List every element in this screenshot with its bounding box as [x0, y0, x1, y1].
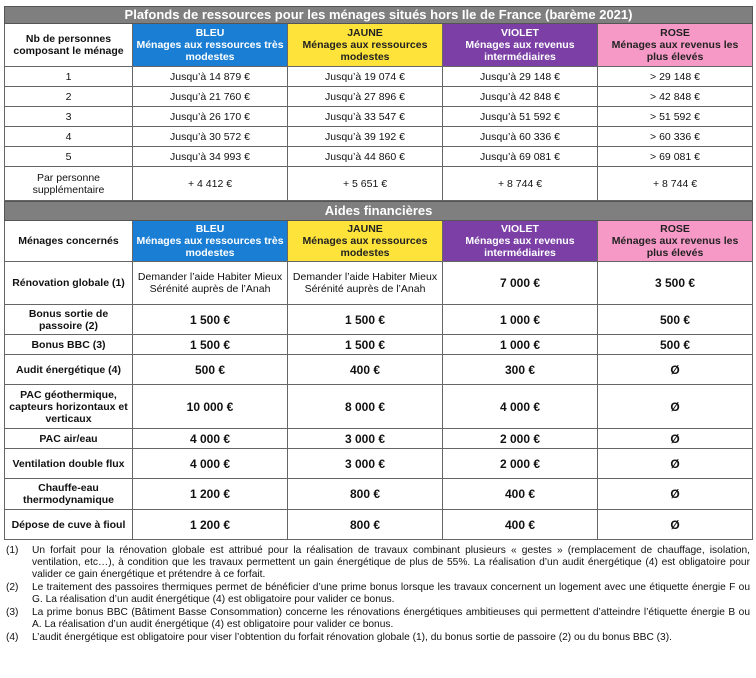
- ceiling-violet: Jusqu’à 60 336 €: [443, 127, 598, 147]
- footnote: [6, 545, 750, 581]
- ceiling-violet: + 8 744 €: [443, 167, 598, 201]
- footnote-text: La prime bonus BBC (Bâtiment Basse Consommation) concerne les rénovations énergétiques ambitieuses qui permettent d’atteindre l’étiquette énergie B ou A. La réalisation d’un audit énergétique (4) est obligatoire pour valider ce bonus.: [32, 607, 750, 630]
- aid-rose: Ø: [598, 429, 753, 449]
- aid-violet: 400 €: [443, 479, 598, 510]
- ceiling-jaune: Jusqu’à 33 547 €: [288, 107, 443, 127]
- ceiling-jaune: + 5 651 €: [288, 167, 443, 201]
- header-jaune: [288, 24, 443, 67]
- aid-rose: Ø: [598, 355, 753, 385]
- category-desc: Ménages aux revenus les plus élevés: [611, 235, 739, 259]
- table-row: [5, 147, 753, 167]
- table-row: [5, 107, 753, 127]
- category-name: ROSE: [660, 27, 690, 39]
- row-label: Bonus BBC (3): [5, 335, 133, 355]
- row-label: 5: [5, 147, 133, 167]
- category-desc: Ménages aux ressources modestes: [302, 39, 428, 63]
- table-row: [5, 305, 753, 335]
- aid-table-title: Aides financières: [5, 202, 753, 221]
- footnote: [6, 582, 750, 606]
- aid-violet: 400 €: [443, 510, 598, 540]
- table-row: [5, 355, 753, 385]
- header-violet: [443, 221, 598, 262]
- aid-rose: Ø: [598, 385, 753, 429]
- category-name: VIOLET: [501, 27, 539, 39]
- aid-jaune: Demander l’aide Habiter Mieux Sérénité auprès de l’Anah: [288, 262, 443, 305]
- footnote: [6, 607, 750, 631]
- aid-bleu: 1 500 €: [133, 305, 288, 335]
- category-desc: Ménages aux ressources très modestes: [136, 235, 284, 259]
- ceiling-jaune: Jusqu’à 19 074 €: [288, 67, 443, 87]
- ceiling-rose: > 29 148 €: [598, 67, 753, 87]
- income-table-header-row: [5, 24, 753, 67]
- footnote-text: Le traitement des passoires thermiques permet de bénéficier d’une prime bonus lorsque les travaux concernent un logement avec une étiquette énergie F ou G. La réalisation d’un audit énergétique (4) est obligatoire pour valider ce bonus.: [32, 582, 750, 605]
- row-label: 2: [5, 87, 133, 107]
- ceiling-bleu: Jusqu’à 14 879 €: [133, 67, 288, 87]
- households-header: Ménages concernés: [5, 221, 133, 262]
- ceiling-violet: Jusqu’à 51 592 €: [443, 107, 598, 127]
- aid-violet: 7 000 €: [443, 262, 598, 305]
- footnotes: [6, 545, 750, 645]
- ceiling-bleu: + 4 412 €: [133, 167, 288, 201]
- aid-jaune: 800 €: [288, 479, 443, 510]
- table-row: [5, 449, 753, 479]
- ceiling-bleu: Jusqu’à 26 170 €: [133, 107, 288, 127]
- aid-bleu: 1 200 €: [133, 510, 288, 540]
- ceiling-rose: + 8 744 €: [598, 167, 753, 201]
- aid-violet: 300 €: [443, 355, 598, 385]
- category-name: JAUNE: [347, 27, 383, 39]
- footnote-number: (3): [6, 607, 19, 618]
- table-row: [5, 385, 753, 429]
- aid-bleu: 1 500 €: [133, 335, 288, 355]
- ceiling-rose: > 51 592 €: [598, 107, 753, 127]
- aid-violet: 2 000 €: [443, 429, 598, 449]
- row-label: 1: [5, 67, 133, 87]
- aid-rose: Ø: [598, 510, 753, 540]
- row-label: 4: [5, 127, 133, 147]
- table-row: [5, 262, 753, 305]
- aid-bleu: 4 000 €: [133, 449, 288, 479]
- aid-jaune: 400 €: [288, 355, 443, 385]
- aid-jaune: 8 000 €: [288, 385, 443, 429]
- header-rose: [598, 24, 753, 67]
- income-table-title-row: [5, 7, 753, 24]
- ceiling-jaune: Jusqu’à 27 896 €: [288, 87, 443, 107]
- header-bleu: [133, 24, 288, 67]
- aid-violet: 4 000 €: [443, 385, 598, 429]
- category-desc: Ménages aux ressources très modestes: [136, 39, 284, 63]
- aid-bleu: 4 000 €: [133, 429, 288, 449]
- ceiling-bleu: Jusqu’à 34 993 €: [133, 147, 288, 167]
- ceiling-violet: Jusqu’à 42 848 €: [443, 87, 598, 107]
- aid-jaune: 3 000 €: [288, 449, 443, 479]
- aid-violet: 1 000 €: [443, 335, 598, 355]
- ceiling-violet: Jusqu’à 29 148 €: [443, 67, 598, 87]
- category-name: BLEU: [195, 223, 225, 235]
- aid-bleu: 1 200 €: [133, 479, 288, 510]
- income-table-title: Plafonds de ressources pour les ménages situés hors Ile de France (barème 2021): [5, 7, 753, 24]
- aid-rose: 3 500 €: [598, 262, 753, 305]
- aid-rose: Ø: [598, 479, 753, 510]
- row-label: Par personne supplémentaire: [5, 167, 133, 201]
- table-row: [5, 167, 753, 201]
- table-row: [5, 127, 753, 147]
- aid-rose: 500 €: [598, 335, 753, 355]
- ceiling-rose: > 60 336 €: [598, 127, 753, 147]
- row-label: Chauffe-eau thermodynamique: [5, 479, 133, 510]
- aid-jaune: 1 500 €: [288, 305, 443, 335]
- ceiling-rose: > 69 081 €: [598, 147, 753, 167]
- header-violet: [443, 24, 598, 67]
- aid-violet: 1 000 €: [443, 305, 598, 335]
- table-row: [5, 335, 753, 355]
- category-name: ROSE: [660, 223, 690, 235]
- table-row: [5, 429, 753, 449]
- category-desc: Ménages aux revenus intermédiaires: [465, 235, 575, 259]
- ceiling-bleu: Jusqu’à 21 760 €: [133, 87, 288, 107]
- footnote-number: (2): [6, 582, 19, 593]
- row-label: Rénovation globale (1): [5, 262, 133, 305]
- ceiling-jaune: Jusqu’à 39 192 €: [288, 127, 443, 147]
- aid-rose: Ø: [598, 449, 753, 479]
- row-label: PAC air/eau: [5, 429, 133, 449]
- aid-violet: 2 000 €: [443, 449, 598, 479]
- header-jaune: [288, 221, 443, 262]
- category-desc: Ménages aux ressources modestes: [302, 235, 428, 259]
- aid-rose: 500 €: [598, 305, 753, 335]
- row-label: PAC géothermique, capteurs horizontaux et verticaux: [5, 385, 133, 429]
- footnote-number: (1): [6, 545, 19, 556]
- category-name: VIOLET: [501, 223, 539, 235]
- aid-jaune: 800 €: [288, 510, 443, 540]
- category-desc: Ménages aux revenus les plus élevés: [611, 39, 739, 63]
- aid-bleu: Demander l’aide Habiter Mieux Sérénité auprès de l’Anah: [133, 262, 288, 305]
- aid-jaune: 1 500 €: [288, 335, 443, 355]
- header-bleu: [133, 221, 288, 262]
- aid-bleu: 500 €: [133, 355, 288, 385]
- header-rose: [598, 221, 753, 262]
- category-name: JAUNE: [347, 223, 383, 235]
- category-desc: Ménages aux revenus intermédiaires: [465, 39, 575, 63]
- aid-table-header-row: [5, 221, 753, 262]
- footnote-text: L’audit énergétique est obligatoire pour viser l’obtention du forfait rénovation globale (1), du bonus sortie de passoire (2) ou du bonus BBC (3).: [32, 632, 672, 643]
- row-label: 3: [5, 107, 133, 127]
- aid-table-title-row: [5, 202, 753, 221]
- row-label: Audit énergétique (4): [5, 355, 133, 385]
- ceiling-violet: Jusqu’à 69 081 €: [443, 147, 598, 167]
- row-label: Dépose de cuve à fioul: [5, 510, 133, 540]
- row-label: Ventilation double flux: [5, 449, 133, 479]
- aid-bleu: 10 000 €: [133, 385, 288, 429]
- income-ceilings-table: [4, 6, 753, 201]
- footnote-text: Un forfait pour la rénovation globale est attribué pour la réalisation de travaux combinant plusieurs « gestes » (remplacement de chauffage, isolation, ventilation, etc…), à condition que les travaux permettent un gain énergétique de plus de 55%. La réalisation d’un audit énergétique (4) est obligatoire pour valider ce gain énergétique et prétendre à ce forfait.: [32, 545, 750, 580]
- aid-jaune: 3 000 €: [288, 429, 443, 449]
- table-row: [5, 510, 753, 540]
- footnote-number: (4): [6, 632, 19, 643]
- category-name: BLEU: [195, 27, 225, 39]
- ceiling-jaune: Jusqu’à 44 860 €: [288, 147, 443, 167]
- row-label: Bonus sortie de passoire (2): [5, 305, 133, 335]
- table-row: [5, 479, 753, 510]
- footnote: [6, 632, 750, 644]
- financial-aid-table: [4, 201, 753, 540]
- ceiling-rose: > 42 848 €: [598, 87, 753, 107]
- table-row: [5, 67, 753, 87]
- ceiling-bleu: Jusqu’à 30 572 €: [133, 127, 288, 147]
- household-size-header: Nb de personnes composant le ménage: [5, 24, 133, 67]
- table-row: [5, 87, 753, 107]
